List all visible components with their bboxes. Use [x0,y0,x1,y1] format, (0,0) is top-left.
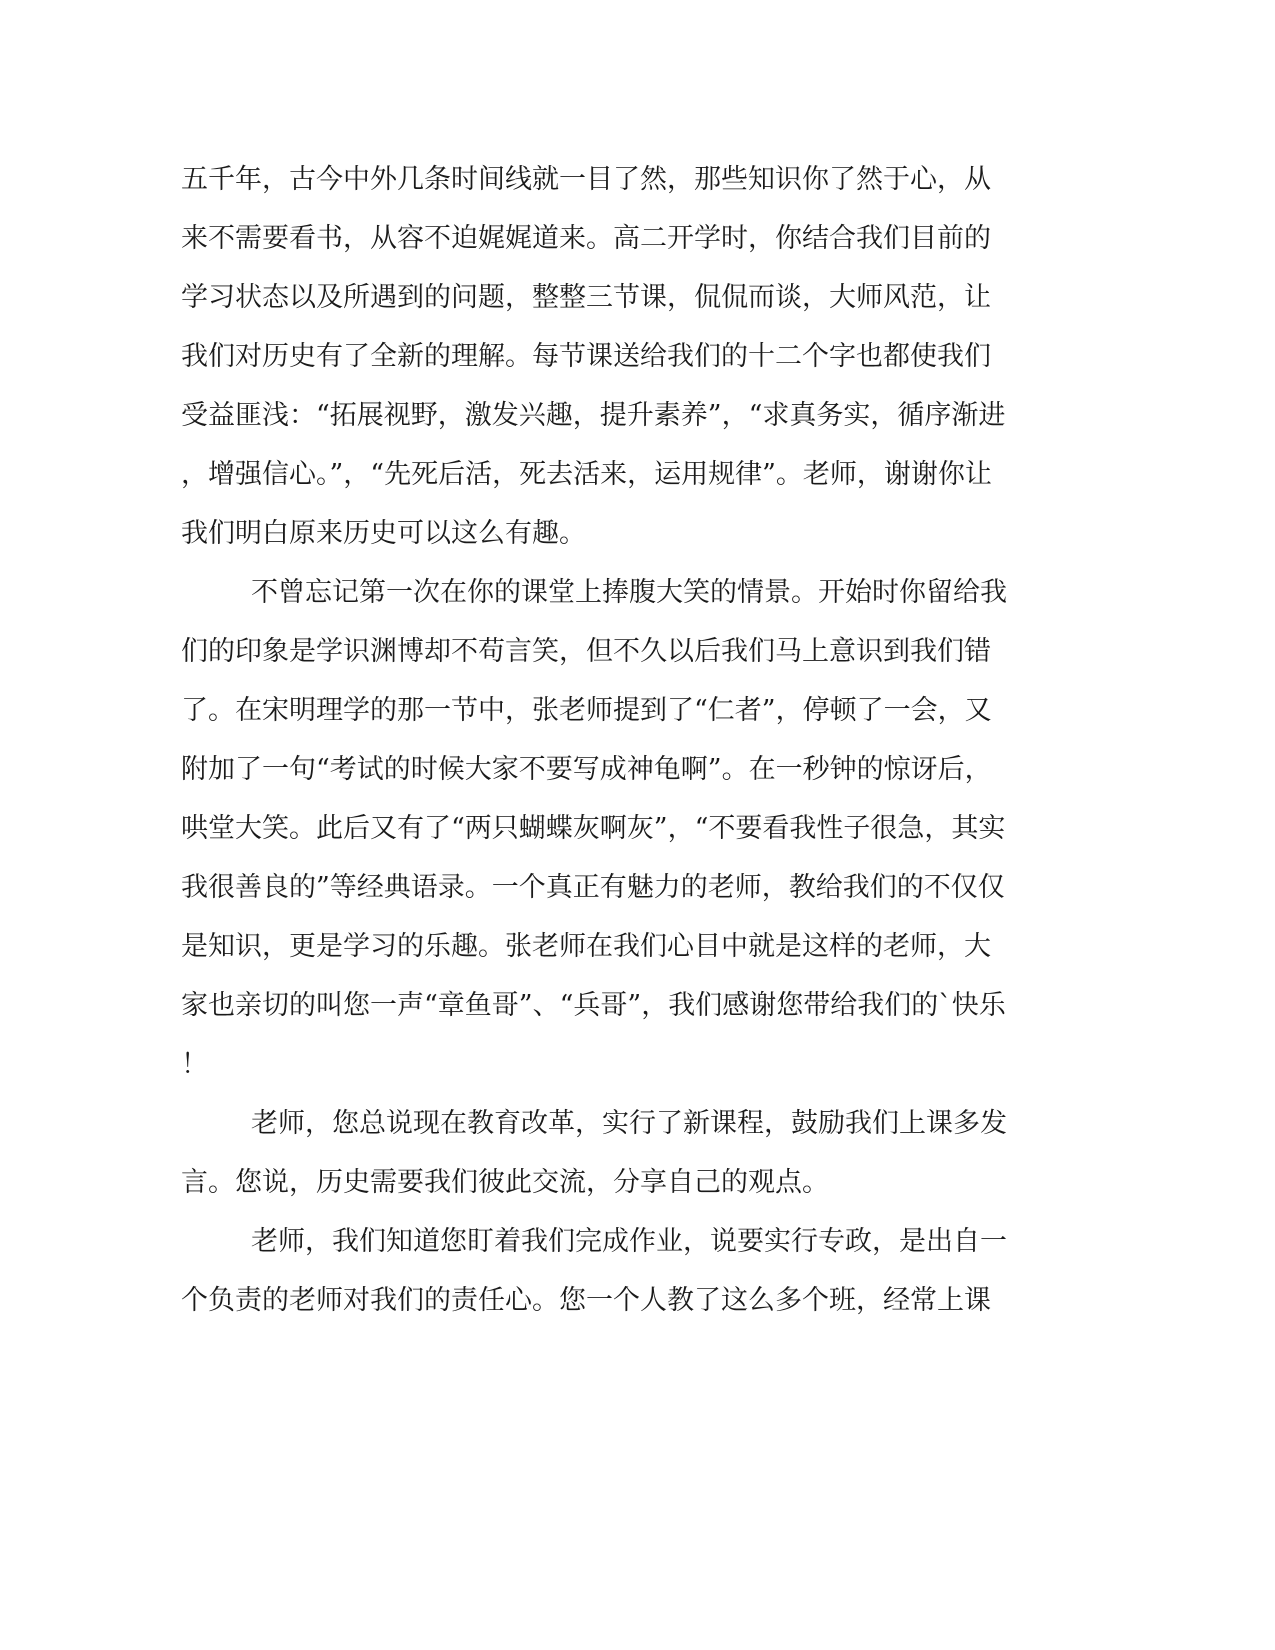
text-line: 是知识，更是学习的乐趣。张老师在我们心目中就是这样的老师，大 [181,931,991,962]
text-line: 们的印象是学识渊博却不苟言笑，但不久以后我们马上意识到我们错 [181,636,991,667]
paragraph-start-line: 老师，您总说现在教育改革，实行了新课程，鼓励我们上课多发 [251,1108,1007,1139]
text-line: 来不需要看书，从容不迫娓娓道来。高二开学时，你结合我们目前的 [181,223,991,254]
body-text [181,150,1041,1330]
text-line: ，增强信心。”，“先死后活，死去活来，运用规律”。老师，谢谢你让 [181,459,992,490]
text-line: ！ [181,1049,208,1080]
text-line: 言。您说，历史需要我们彼此交流，分享自己的观点。 [181,1167,829,1198]
text-line: 受益匪浅：“拓展视野，激发兴趣，提升素养”，“求真务实，循序渐进 [181,400,1006,431]
text-line: 哄堂大笑。此后又有了“两只蝴蝶灰啊灰”，“不要看我性子很急，其实 [181,813,1006,844]
text-line: 了。在宋明理学的那一节中，张老师提到了“仁者”，停顿了一会，又 [181,695,992,726]
text-line: 我们明白原来历史可以这么有趣。 [181,518,586,549]
text-line: 个负责的老师对我们的责任心。您一个人教了这么多个班，经常上课 [181,1285,991,1316]
text-line: 我很善良的”等经典语录。一个真正有魅力的老师，教给我们的不仅仅 [181,872,1005,903]
text-line: 学习状态以及所遇到的问题，整整三节课，侃侃而谈，大师风范，让 [181,282,991,313]
text-line: 我们对历史有了全新的理解。每节课送给我们的十二个字也都使我们 [181,341,991,372]
paragraph-start-line: 老师，我们知道您盯着我们完成作业，说要实行专政，是出自一 [251,1226,1007,1257]
text-line: 五千年，古今中外几条时间线就一目了然，那些知识你了然于心，从 [181,164,991,195]
paragraph-start-line: 不曾忘记第一次在你的课堂上捧腹大笑的情景。开始时你留给我 [251,577,1007,608]
text-line: 家也亲切的叫您一声“章鱼哥”、“兵哥”，我们感谢您带给我们的`快乐 [181,990,1006,1021]
text-line: 附加了一句“考试的时候大家不要写成神龟啊”。在一秒钟的惊讶后， [181,754,992,785]
